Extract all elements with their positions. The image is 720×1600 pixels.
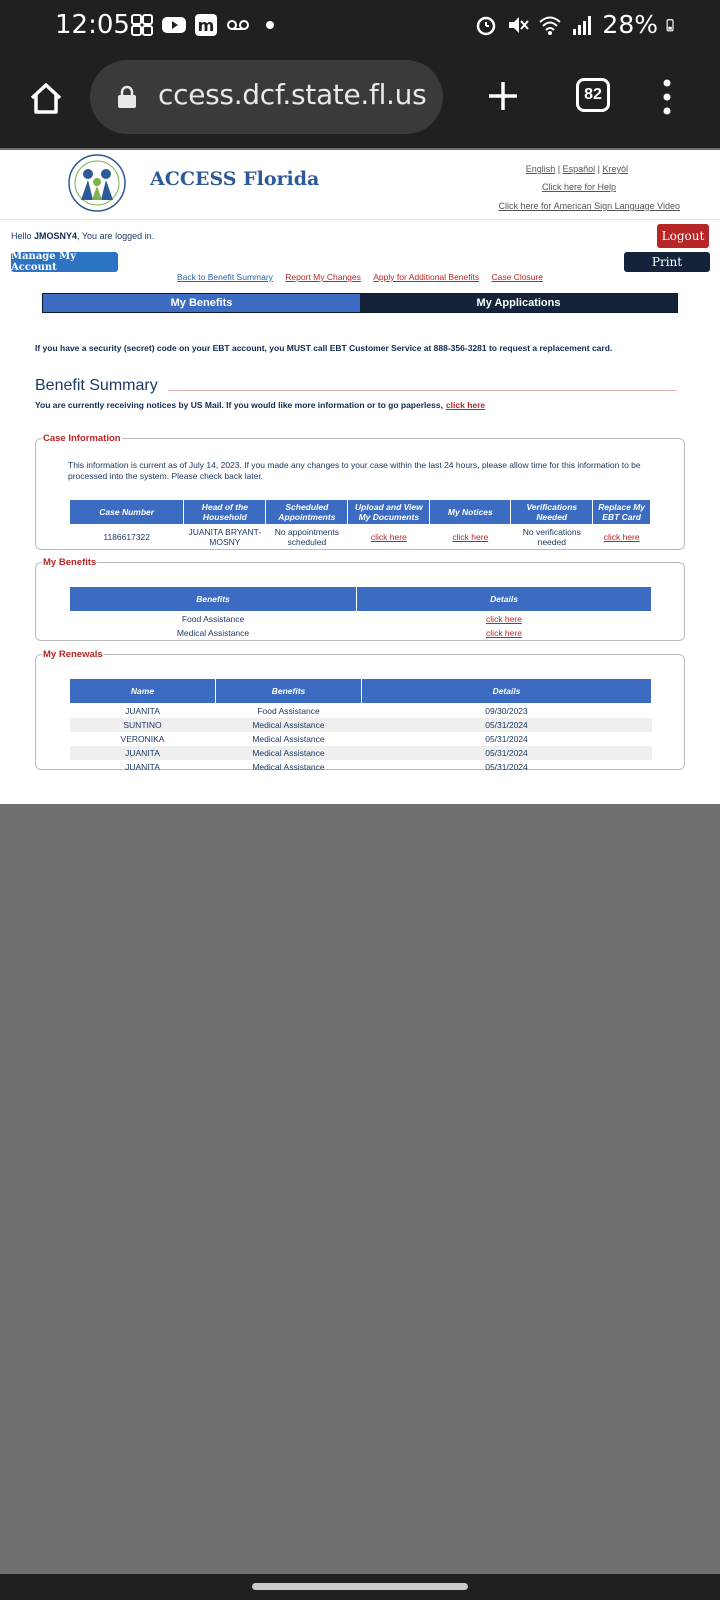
apply-additional-link[interactable]: Apply for Additional Benefits bbox=[373, 272, 480, 282]
print-button[interactable]: Print bbox=[624, 252, 710, 272]
site-title: ACCESS Florida bbox=[150, 168, 320, 190]
renewal-date: 05/31/2024 bbox=[362, 746, 652, 760]
renewal-name: JUANITA bbox=[125, 706, 160, 716]
benefits-table-header bbox=[70, 587, 652, 612]
case-info-text: This information is current as of July 14, 2023. If you made any changes to your case within the last 24 hours, please allow time for this information to be processed into the system. Please check back later. bbox=[68, 460, 641, 481]
verifications-status: No verifications needed bbox=[522, 527, 581, 547]
header-case-number: Case Number bbox=[70, 500, 184, 525]
site-header bbox=[0, 150, 720, 220]
table-row bbox=[70, 525, 651, 550]
ebt-notice: If you have a security (secret) code on your EBT account, you MUST call EBT Customer Service at 888-356-3281 to request a replacement card. bbox=[35, 343, 613, 353]
table-row bbox=[70, 612, 652, 627]
status-bar bbox=[0, 0, 720, 54]
address-bar[interactable] bbox=[90, 60, 443, 134]
renewal-date: 05/31/2024 bbox=[485, 734, 528, 744]
renewal-date: 05/31/2024 bbox=[485, 762, 528, 772]
title-divider bbox=[168, 390, 676, 391]
renewals-table-header bbox=[70, 679, 652, 704]
documents-link[interactable]: click here bbox=[370, 532, 407, 542]
case-table-header bbox=[70, 500, 651, 525]
case-table bbox=[69, 499, 651, 549]
header-verifications: Verifications Needed bbox=[511, 500, 593, 525]
case-number: 1186617322 bbox=[103, 532, 151, 542]
head-of-household: JUANITA BRYANT-MOSNY bbox=[188, 527, 262, 547]
asl-video-link[interactable]: Click here for American Sign Language Video bbox=[498, 201, 680, 211]
table-row bbox=[70, 760, 652, 774]
case-information-legend: Case Information bbox=[43, 433, 121, 444]
renewal-name: JUANITA bbox=[125, 762, 160, 772]
lang-kreyol-link[interactable]: Kreyòl bbox=[602, 164, 628, 174]
my-benefits-legend: My Benefits bbox=[43, 557, 97, 568]
replace-ebt-link[interactable]: click here bbox=[603, 532, 640, 542]
benefits-table bbox=[69, 586, 652, 640]
page-nav-links bbox=[0, 272, 720, 282]
battery-percent: 28% bbox=[602, 10, 658, 39]
my-benefits-panel bbox=[35, 557, 685, 641]
logout-button[interactable]: Logout bbox=[657, 224, 709, 248]
header-replace-ebt: Replace My EBT Card bbox=[593, 500, 651, 525]
lang-espanol-link[interactable]: Español bbox=[562, 164, 596, 174]
header-details: Details bbox=[362, 679, 652, 704]
youtube-icon bbox=[162, 13, 186, 37]
web-page bbox=[0, 150, 720, 804]
app-grid-icon bbox=[130, 13, 154, 37]
username: JMOSNY4 bbox=[34, 231, 78, 241]
case-closure-link[interactable]: Case Closure bbox=[491, 272, 543, 282]
back-to-summary-link[interactable]: Back to Benefit Summary bbox=[177, 272, 273, 282]
svg-text:m: m bbox=[197, 16, 215, 35]
renewal-benefit: Medical Assistance bbox=[252, 734, 325, 744]
new-tab-icon[interactable] bbox=[485, 78, 521, 114]
header-name: Name bbox=[70, 679, 216, 704]
header-notices: My Notices bbox=[430, 500, 511, 525]
dot-icon bbox=[258, 13, 282, 37]
tab-my-benefits[interactable]: My Benefits bbox=[43, 294, 360, 312]
paperless-notice: You are currently receiving notices by US Mail. If you would like more information or to go paperless, click here bbox=[35, 400, 486, 410]
renewal-benefit: Medical Assistance bbox=[216, 718, 362, 732]
header-head-of-household: Head of the Household bbox=[184, 500, 266, 525]
lang-english-link[interactable]: English bbox=[525, 164, 556, 174]
more-options-icon[interactable] bbox=[658, 76, 676, 118]
table-row bbox=[70, 704, 652, 719]
gesture-handle[interactable] bbox=[252, 1583, 468, 1590]
m-app-icon bbox=[194, 13, 218, 37]
report-changes-link[interactable]: Report My Changes bbox=[285, 272, 361, 282]
home-icon[interactable] bbox=[26, 78, 66, 118]
table-row bbox=[70, 746, 652, 760]
benefit-name: Food Assistance bbox=[181, 614, 245, 624]
browser-toolbar bbox=[0, 54, 720, 148]
tab-switcher-button[interactable]: 82 bbox=[576, 78, 610, 112]
url-text: ccess.dcf.state.fl.us bbox=[158, 78, 427, 111]
case-information-panel bbox=[35, 433, 685, 550]
renewal-benefit: Medical Assistance bbox=[216, 746, 362, 760]
dcf-seal-logo bbox=[66, 152, 128, 214]
language-links: English | Español | Kreyòl bbox=[525, 164, 628, 174]
help-link[interactable]: Click here for Help bbox=[541, 182, 616, 192]
renewal-date: 05/31/2024 bbox=[362, 718, 652, 732]
header-benefits: Benefits bbox=[216, 679, 362, 704]
renewal-name: SUNTINO bbox=[70, 718, 216, 732]
mute-icon bbox=[506, 13, 530, 37]
my-renewals-panel bbox=[35, 649, 685, 770]
header-details: Details bbox=[357, 587, 652, 612]
header-appointments: Scheduled Appointments bbox=[266, 500, 348, 525]
table-row bbox=[70, 718, 652, 732]
renewal-date: 09/30/2023 bbox=[485, 706, 528, 716]
greeting: Hello JMOSNY4, You are logged in. bbox=[11, 231, 155, 241]
benefit-details-link[interactable]: click here bbox=[486, 628, 522, 638]
renewal-benefit: Medical Assistance bbox=[252, 762, 325, 772]
renewal-benefit: Food Assistance bbox=[257, 706, 320, 716]
renewals-table bbox=[69, 678, 652, 774]
benefit-tabs bbox=[42, 293, 678, 313]
manage-account-button[interactable]: Manage My Account bbox=[11, 252, 118, 272]
battery-icon bbox=[666, 13, 680, 37]
signal-icon bbox=[570, 13, 594, 37]
appointments-status: No appointments scheduled bbox=[274, 527, 339, 547]
renewal-name: JUANITA bbox=[70, 746, 216, 760]
voicemail-icon bbox=[226, 13, 250, 37]
alarm-icon bbox=[474, 13, 498, 37]
table-row bbox=[70, 626, 652, 640]
lock-icon bbox=[116, 85, 138, 109]
header-documents: Upload and View My Documents bbox=[348, 500, 430, 525]
benefit-details-link[interactable]: click here bbox=[486, 614, 522, 624]
benefit-name: Medical Assistance bbox=[176, 628, 250, 638]
benefit-summary-title: Benefit Summary bbox=[35, 377, 158, 394]
notices-link[interactable]: click here bbox=[452, 532, 489, 542]
paperless-link[interactable]: click here bbox=[445, 400, 486, 410]
renewal-name: VERONIKA bbox=[120, 734, 165, 744]
wifi-icon bbox=[538, 13, 562, 37]
tab-my-applications[interactable]: My Applications bbox=[360, 294, 677, 312]
clock: 12:05 bbox=[55, 10, 130, 40]
table-row bbox=[70, 732, 652, 746]
header-benefits: Benefits bbox=[70, 587, 357, 612]
my-renewals-legend: My Renewals bbox=[43, 649, 103, 660]
